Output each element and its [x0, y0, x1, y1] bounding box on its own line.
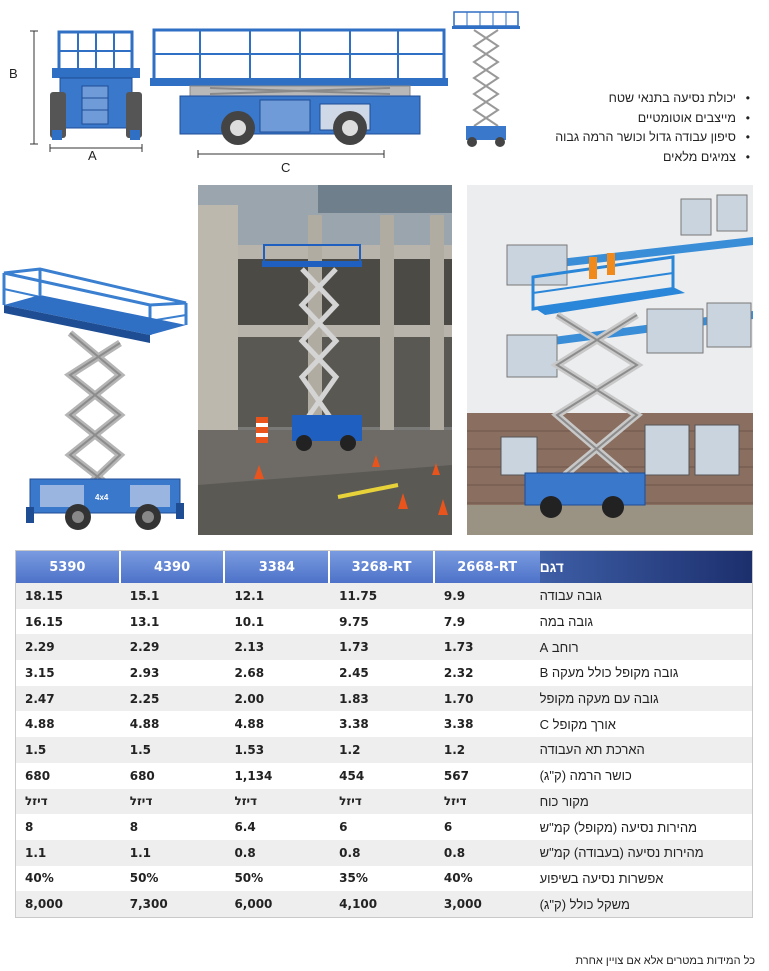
- table-row: [16, 660, 752, 686]
- table-row: [16, 583, 752, 609]
- row-value: 1.53: [234, 742, 265, 757]
- row-value: 1.1: [25, 845, 47, 860]
- table-header-row: [16, 551, 752, 583]
- row-value: 12.1: [234, 588, 265, 603]
- construction-site-photo: [198, 185, 452, 535]
- row-label: רוחב A: [539, 639, 579, 655]
- row-label: אורך מקופל C: [539, 716, 616, 732]
- features-list: [511, 89, 751, 167]
- row-value: 1.1: [129, 845, 151, 860]
- model-header: 3268-RT: [330, 551, 435, 583]
- row-value: 4.88: [129, 717, 160, 732]
- row-value: 0.8: [234, 845, 256, 860]
- row-value: 2.25: [129, 691, 160, 706]
- row-value: 50%: [234, 871, 264, 886]
- row-value: 40%: [25, 871, 54, 886]
- row-value: 567: [443, 768, 469, 783]
- row-value: 2.45: [339, 665, 369, 680]
- row-label: מקור כוח: [539, 793, 589, 809]
- row-label: גובה עם מעקה מקופל: [539, 691, 659, 707]
- row-value: 9.75: [339, 614, 369, 629]
- feature-item: • יכולת נסיעה בתנאי שטח: [511, 89, 751, 109]
- table-row: [16, 737, 752, 763]
- row-value: 1.5: [25, 742, 47, 757]
- row-value: 11.75: [339, 588, 378, 603]
- row-label: גובה במה: [539, 614, 594, 630]
- row-value: 0.8: [339, 845, 361, 860]
- side-view-diagram: [150, 22, 450, 182]
- row-value: 3.38: [443, 717, 474, 732]
- row-value: 4,100: [339, 897, 378, 912]
- row-value: 3.38: [339, 717, 369, 732]
- row-value: 1.73: [339, 640, 369, 655]
- row-label: אפשרות נסיעה בשיפוע: [539, 870, 664, 886]
- row-value: דיזל: [339, 794, 362, 809]
- table-row: [16, 891, 752, 917]
- row-label: גובה מקופל כולל מעקה B: [539, 665, 679, 681]
- dimension-label-c: C: [281, 160, 291, 175]
- model-header: 4390: [121, 551, 226, 583]
- feature-item: • סיפון עבודה גדול וכושר הרמה גבוה: [511, 128, 751, 148]
- table-row: [16, 686, 752, 712]
- row-value: דיזל: [129, 794, 153, 809]
- model-header: 5390: [16, 551, 121, 583]
- row-value: 1.2: [443, 742, 466, 757]
- lift-badge-text: 4x4: [95, 493, 109, 502]
- row-value: 15.1: [129, 588, 160, 603]
- row-value: 1.2: [339, 742, 361, 757]
- row-value: 2.29: [25, 640, 55, 655]
- row-value: דיזל: [234, 794, 258, 809]
- table-row: [16, 609, 752, 635]
- row-value: 7.9: [443, 614, 466, 629]
- row-value: דיזל: [25, 794, 48, 809]
- row-value: 1.73: [443, 640, 474, 655]
- feature-item: • צמיגים מלאים: [511, 148, 751, 168]
- row-value: 50%: [129, 871, 159, 886]
- table-row: [16, 789, 752, 815]
- table-row: [16, 634, 752, 660]
- row-label: הארכת תא העבודה: [539, 742, 645, 758]
- row-value: 2.47: [25, 691, 55, 706]
- row-label: כושר הרמה (ק"ג): [539, 768, 632, 784]
- row-value: 6,000: [234, 897, 273, 912]
- row-label: משקל כולל (ק"ג): [539, 896, 630, 912]
- row-value: 35%: [339, 871, 368, 886]
- row-value: 2.13: [234, 640, 265, 655]
- row-value: 680: [129, 768, 155, 783]
- dimension-label-a: A: [88, 148, 97, 163]
- row-value: 9.9: [443, 588, 466, 603]
- row-value: 2.68: [234, 665, 265, 680]
- row-value: 2.32: [443, 665, 474, 680]
- row-value: 4.88: [234, 717, 265, 732]
- row-label: מהירות נסיעה (בעבודה) קמ"ש: [539, 845, 704, 861]
- row-value: 1.70: [443, 691, 474, 706]
- row-value: 1.83: [339, 691, 369, 706]
- row-value: 10.1: [234, 614, 265, 629]
- footnote: כל המידות במטרים אלא אם צויין אחרת: [575, 955, 755, 967]
- row-value: 3,000: [443, 897, 482, 912]
- row-value: 8: [129, 820, 139, 835]
- model-header: 2668-RT: [435, 551, 540, 583]
- row-value: 8,000: [25, 897, 63, 912]
- row-value: 0.8: [443, 845, 466, 860]
- lift-photo-white-background: [0, 255, 188, 533]
- header-label: דגם: [540, 551, 752, 583]
- table-row: [16, 814, 752, 840]
- row-value: 2.93: [129, 665, 160, 680]
- row-value: 6: [339, 820, 348, 835]
- row-value: 7,300: [129, 897, 168, 912]
- row-value: 1,134: [234, 768, 273, 783]
- row-value: 680: [25, 768, 51, 783]
- row-value: 8: [25, 820, 34, 835]
- row-value: 6: [443, 820, 453, 835]
- row-value: 18.15: [25, 588, 63, 603]
- spec-table: [15, 550, 753, 918]
- row-value: 1.5: [129, 742, 151, 757]
- model-header: 3384: [225, 551, 330, 583]
- row-value: 2.00: [234, 691, 265, 706]
- row-value: 454: [339, 768, 365, 783]
- row-value: 4.88: [25, 717, 55, 732]
- row-value: 3.15: [25, 665, 55, 680]
- feature-item: • מייצבים אוטומטיים: [511, 109, 751, 129]
- table-row: [16, 840, 752, 866]
- row-value: 16.15: [25, 614, 63, 629]
- row-value: דיזל: [443, 794, 467, 809]
- row-value: 40%: [443, 871, 473, 886]
- table-row: [16, 866, 752, 892]
- row-value: 13.1: [129, 614, 160, 629]
- table-row: [16, 763, 752, 789]
- front-view-diagram: [0, 0, 160, 170]
- row-label: מהירות נסיעה (מקופל) קמ"ש: [539, 819, 698, 835]
- table-row: [16, 711, 752, 737]
- building-facade-photo: [467, 185, 753, 535]
- dimension-label-b: B: [9, 66, 18, 81]
- row-value: 6.4: [234, 820, 256, 835]
- row-value: 2.29: [129, 640, 160, 655]
- row-label: גובה עבודה: [539, 588, 602, 604]
